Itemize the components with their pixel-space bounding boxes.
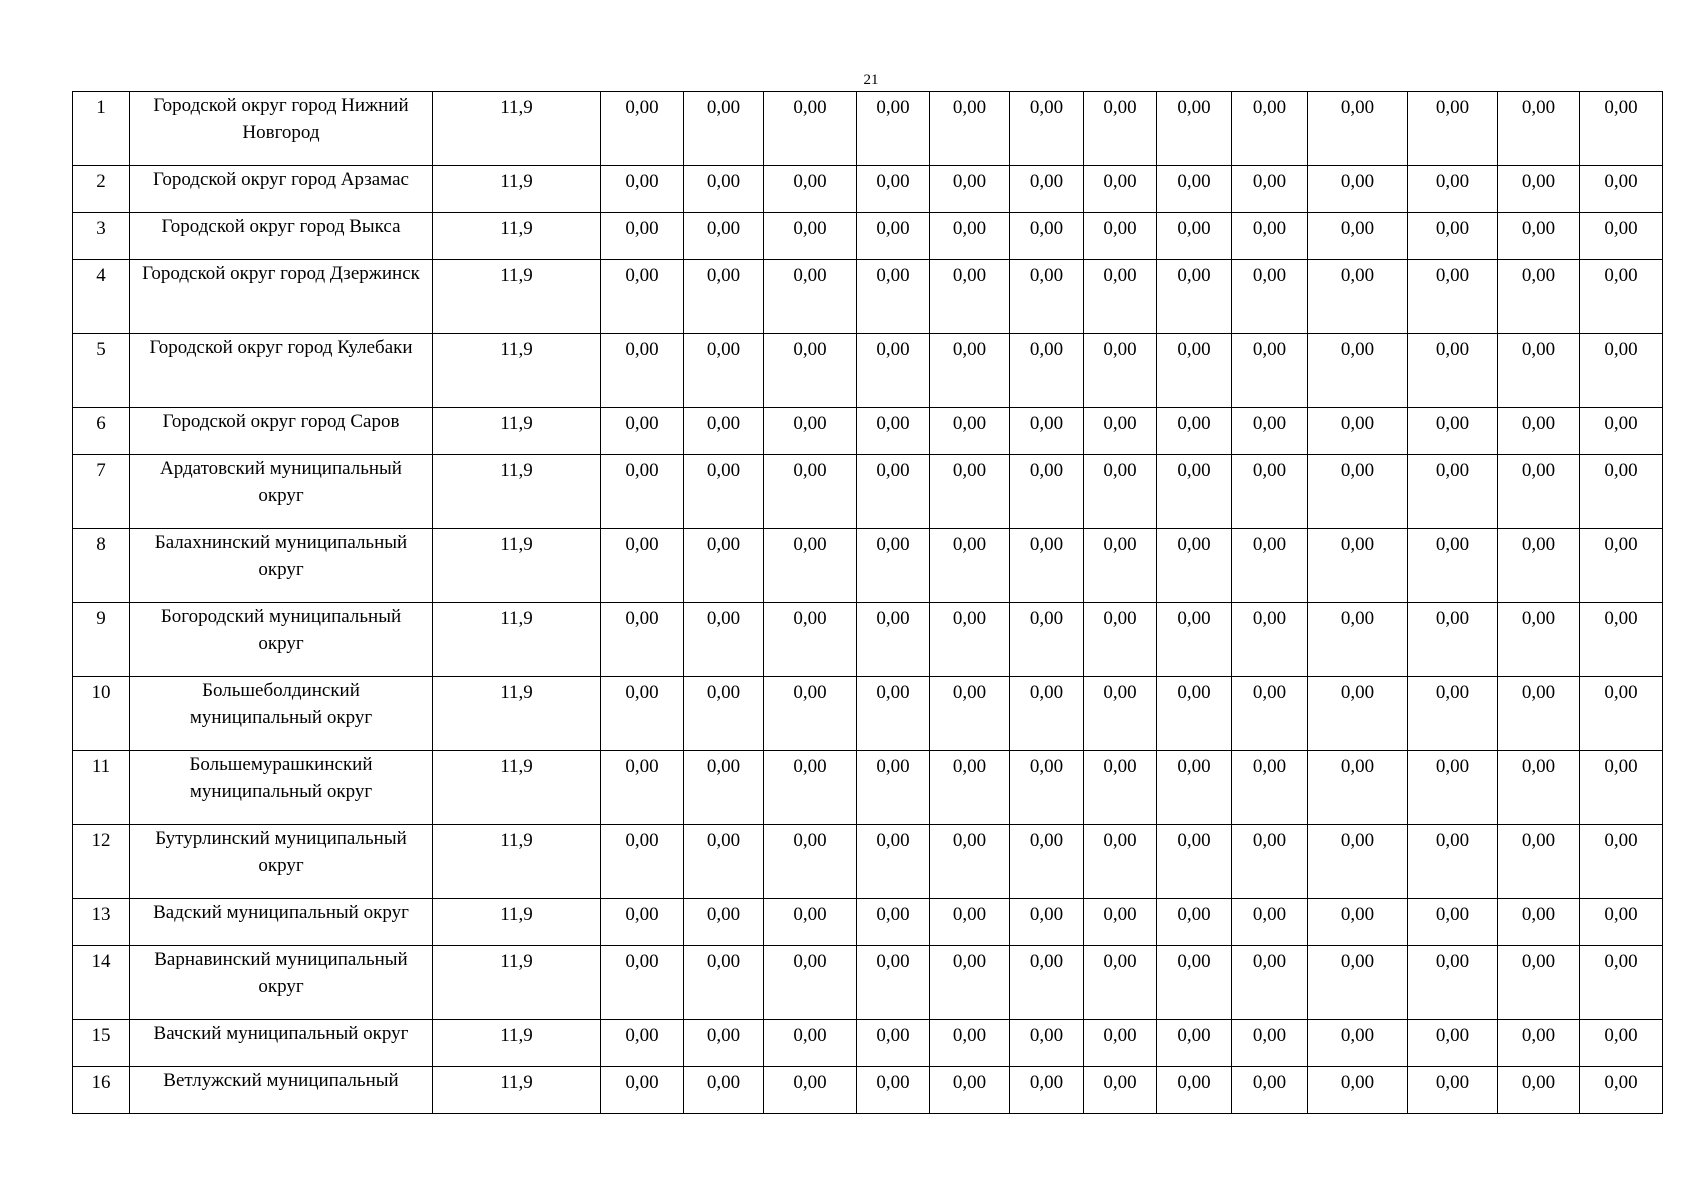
value-cell: 0,00: [930, 529, 1010, 603]
value-cell: 0,00: [764, 529, 857, 603]
value-cell: 0,00: [601, 1020, 684, 1067]
value-cell: 0,00: [1408, 1020, 1498, 1067]
value-cell: 0,00: [1157, 260, 1232, 334]
municipality-name-cell: Варнавинский муниципальный округ: [130, 946, 433, 1020]
value-cell: 0,00: [1084, 946, 1157, 1020]
municipality-name-cell: Городской округ город Дзержинск: [130, 260, 433, 334]
value-cell: 0,00: [1580, 1020, 1663, 1067]
row-number-cell: 13: [73, 899, 130, 946]
value-cell: 0,00: [857, 334, 930, 408]
table-row: [73, 603, 1663, 677]
value-cell: 0,00: [1498, 603, 1580, 677]
value-cell: 0,00: [1498, 677, 1580, 751]
row-number-cell: 3: [73, 213, 130, 260]
rate-cell: 11,9: [433, 408, 601, 455]
value-cell: 0,00: [857, 455, 930, 529]
value-cell: 0,00: [1308, 946, 1408, 1020]
rate-cell: 11,9: [433, 1020, 601, 1067]
rate-cell: 11,9: [433, 603, 601, 677]
value-cell: 0,00: [764, 603, 857, 677]
table-row: [73, 455, 1663, 529]
value-cell: 0,00: [930, 946, 1010, 1020]
value-cell: 0,00: [1498, 1067, 1580, 1114]
value-cell: 0,00: [930, 166, 1010, 213]
row-number-cell: 10: [73, 677, 130, 751]
value-cell: 0,00: [857, 166, 930, 213]
row-number-cell: 9: [73, 603, 130, 677]
value-cell: 0,00: [764, 825, 857, 899]
rate-cell: 11,9: [433, 529, 601, 603]
value-cell: 0,00: [1580, 899, 1663, 946]
value-cell: 0,00: [1580, 166, 1663, 213]
value-cell: 0,00: [857, 603, 930, 677]
value-cell: 0,00: [1157, 751, 1232, 825]
value-cell: 0,00: [1010, 946, 1084, 1020]
value-cell: 0,00: [764, 260, 857, 334]
value-cell: 0,00: [1308, 408, 1408, 455]
value-cell: 0,00: [601, 751, 684, 825]
rate-cell: 11,9: [433, 455, 601, 529]
value-cell: 0,00: [1580, 825, 1663, 899]
value-cell: 0,00: [930, 408, 1010, 455]
value-cell: 0,00: [601, 529, 684, 603]
value-cell: 0,00: [1010, 213, 1084, 260]
value-cell: 0,00: [1010, 1067, 1084, 1114]
value-cell: 0,00: [1498, 92, 1580, 166]
value-cell: 0,00: [930, 213, 1010, 260]
value-cell: 0,00: [1084, 408, 1157, 455]
table-body: [73, 92, 1663, 1114]
value-cell: 0,00: [857, 529, 930, 603]
value-cell: 0,00: [1498, 455, 1580, 529]
page-number: 21: [863, 72, 879, 88]
value-cell: 0,00: [764, 213, 857, 260]
value-cell: 0,00: [1084, 751, 1157, 825]
value-cell: 0,00: [684, 166, 764, 213]
value-cell: 0,00: [601, 825, 684, 899]
value-cell: 0,00: [1157, 1067, 1232, 1114]
value-cell: 0,00: [764, 1067, 857, 1114]
value-cell: 0,00: [1084, 529, 1157, 603]
value-cell: 0,00: [857, 92, 930, 166]
value-cell: 0,00: [1157, 946, 1232, 1020]
rate-cell: 11,9: [433, 825, 601, 899]
value-cell: 0,00: [1308, 677, 1408, 751]
value-cell: 0,00: [684, 1020, 764, 1067]
value-cell: 0,00: [857, 946, 930, 1020]
value-cell: 0,00: [1308, 529, 1408, 603]
value-cell: 0,00: [601, 92, 684, 166]
value-cell: 0,00: [601, 334, 684, 408]
value-cell: 0,00: [930, 825, 1010, 899]
row-number-cell: 14: [73, 946, 130, 1020]
value-cell: 0,00: [1232, 677, 1308, 751]
table-row: [73, 408, 1663, 455]
value-cell: 0,00: [1580, 92, 1663, 166]
value-cell: 0,00: [930, 92, 1010, 166]
value-cell: 0,00: [1232, 166, 1308, 213]
value-cell: 0,00: [1232, 946, 1308, 1020]
value-cell: 0,00: [1084, 213, 1157, 260]
value-cell: 0,00: [1084, 455, 1157, 529]
value-cell: 0,00: [1157, 825, 1232, 899]
municipality-name-cell: Городской округ город Саров: [130, 408, 433, 455]
value-cell: 0,00: [930, 603, 1010, 677]
value-cell: 0,00: [1308, 603, 1408, 677]
value-cell: 0,00: [857, 825, 930, 899]
rate-cell: 11,9: [433, 334, 601, 408]
table-row: [73, 92, 1663, 166]
value-cell: 0,00: [1157, 899, 1232, 946]
value-cell: 0,00: [1084, 677, 1157, 751]
rate-cell: 11,9: [433, 213, 601, 260]
value-cell: 0,00: [601, 260, 684, 334]
table-row: [73, 1067, 1663, 1114]
row-number-cell: 4: [73, 260, 130, 334]
value-cell: 0,00: [601, 166, 684, 213]
value-cell: 0,00: [1308, 455, 1408, 529]
row-number-cell: 8: [73, 529, 130, 603]
value-cell: 0,00: [684, 92, 764, 166]
value-cell: 0,00: [1157, 455, 1232, 529]
value-cell: 0,00: [1408, 166, 1498, 213]
value-cell: 0,00: [1232, 603, 1308, 677]
value-cell: 0,00: [1157, 1020, 1232, 1067]
value-cell: 0,00: [1308, 92, 1408, 166]
rate-cell: 11,9: [433, 260, 601, 334]
value-cell: 0,00: [1232, 1067, 1308, 1114]
row-number-cell: 6: [73, 408, 130, 455]
table-row: [73, 946, 1663, 1020]
value-cell: 0,00: [684, 825, 764, 899]
value-cell: 0,00: [1308, 825, 1408, 899]
value-cell: 0,00: [857, 260, 930, 334]
value-cell: 0,00: [1157, 334, 1232, 408]
value-cell: 0,00: [1010, 166, 1084, 213]
value-cell: 0,00: [764, 899, 857, 946]
table-row: [73, 677, 1663, 751]
value-cell: 0,00: [764, 455, 857, 529]
value-cell: 0,00: [1084, 603, 1157, 677]
value-cell: 0,00: [1084, 334, 1157, 408]
value-cell: 0,00: [1084, 1020, 1157, 1067]
value-cell: 0,00: [764, 166, 857, 213]
value-cell: 0,00: [1084, 825, 1157, 899]
row-number-cell: 11: [73, 751, 130, 825]
value-cell: 0,00: [684, 455, 764, 529]
value-cell: 0,00: [1232, 408, 1308, 455]
municipality-name-cell: Городской округ город Выкса: [130, 213, 433, 260]
value-cell: 0,00: [930, 1067, 1010, 1114]
data-table: [72, 91, 1663, 1114]
value-cell: 0,00: [1308, 1020, 1408, 1067]
value-cell: 0,00: [1232, 334, 1308, 408]
value-cell: 0,00: [1232, 899, 1308, 946]
value-cell: 0,00: [1498, 213, 1580, 260]
value-cell: 0,00: [857, 213, 930, 260]
value-cell: 0,00: [1580, 751, 1663, 825]
value-cell: 0,00: [764, 677, 857, 751]
value-cell: 0,00: [1084, 260, 1157, 334]
value-cell: 0,00: [1157, 213, 1232, 260]
row-number-cell: 1: [73, 92, 130, 166]
row-number-cell: 2: [73, 166, 130, 213]
value-cell: 0,00: [601, 677, 684, 751]
value-cell: 0,00: [1232, 529, 1308, 603]
value-cell: 0,00: [1498, 334, 1580, 408]
value-cell: 0,00: [1408, 825, 1498, 899]
value-cell: 0,00: [684, 677, 764, 751]
value-cell: 0,00: [857, 899, 930, 946]
rate-cell: 11,9: [433, 92, 601, 166]
value-cell: 0,00: [601, 603, 684, 677]
value-cell: 0,00: [684, 213, 764, 260]
value-cell: 0,00: [1010, 1020, 1084, 1067]
value-cell: 0,00: [764, 751, 857, 825]
value-cell: 0,00: [684, 334, 764, 408]
value-cell: 0,00: [857, 677, 930, 751]
value-cell: 0,00: [930, 334, 1010, 408]
value-cell: 0,00: [1498, 166, 1580, 213]
municipality-name-cell: Ардатовский муниципальный округ: [130, 455, 433, 529]
value-cell: 0,00: [684, 603, 764, 677]
value-cell: 0,00: [1010, 899, 1084, 946]
value-cell: 0,00: [857, 1067, 930, 1114]
value-cell: 0,00: [764, 408, 857, 455]
row-number-cell: 12: [73, 825, 130, 899]
table-row: [73, 751, 1663, 825]
value-cell: 0,00: [1498, 529, 1580, 603]
value-cell: 0,00: [1010, 260, 1084, 334]
value-cell: 0,00: [1010, 677, 1084, 751]
municipality-name-cell: Большеболдинский муниципальный округ: [130, 677, 433, 751]
value-cell: 0,00: [1157, 166, 1232, 213]
value-cell: 0,00: [1010, 334, 1084, 408]
value-cell: 0,00: [1010, 529, 1084, 603]
table-row: [73, 260, 1663, 334]
value-cell: 0,00: [764, 946, 857, 1020]
value-cell: 0,00: [930, 751, 1010, 825]
value-cell: 0,00: [601, 213, 684, 260]
table-row: [73, 334, 1663, 408]
row-number-cell: 5: [73, 334, 130, 408]
value-cell: 0,00: [684, 751, 764, 825]
value-cell: 0,00: [1010, 751, 1084, 825]
value-cell: 0,00: [601, 455, 684, 529]
value-cell: 0,00: [1232, 260, 1308, 334]
value-cell: 0,00: [684, 946, 764, 1020]
table-row: [73, 1020, 1663, 1067]
value-cell: 0,00: [1498, 825, 1580, 899]
value-cell: 0,00: [1157, 603, 1232, 677]
municipality-name-cell: Балахнинский муниципальный округ: [130, 529, 433, 603]
value-cell: 0,00: [1580, 946, 1663, 1020]
value-cell: 0,00: [764, 92, 857, 166]
rate-cell: 11,9: [433, 166, 601, 213]
municipality-name-cell: Вадский муниципальный округ: [130, 899, 433, 946]
municipality-name-cell: Большемурашкинский муниципальный округ: [130, 751, 433, 825]
value-cell: 0,00: [1580, 677, 1663, 751]
table-row: [73, 213, 1663, 260]
value-cell: 0,00: [930, 1020, 1010, 1067]
value-cell: 0,00: [1308, 899, 1408, 946]
value-cell: 0,00: [1498, 899, 1580, 946]
value-cell: 0,00: [1084, 166, 1157, 213]
rate-cell: 11,9: [433, 677, 601, 751]
municipality-name-cell: Городской округ город Нижний Новгород: [130, 92, 433, 166]
value-cell: 0,00: [930, 455, 1010, 529]
value-cell: 0,00: [1408, 334, 1498, 408]
value-cell: 0,00: [764, 1020, 857, 1067]
value-cell: 0,00: [1498, 260, 1580, 334]
value-cell: 0,00: [1308, 260, 1408, 334]
value-cell: 0,00: [930, 899, 1010, 946]
value-cell: 0,00: [1408, 260, 1498, 334]
value-cell: 0,00: [764, 334, 857, 408]
value-cell: 0,00: [1408, 751, 1498, 825]
municipality-name-cell: Ветлужский муниципальный: [130, 1067, 433, 1114]
row-number-cell: 16: [73, 1067, 130, 1114]
value-cell: 0,00: [1580, 408, 1663, 455]
municipality-name-cell: Городской округ город Арзамас: [130, 166, 433, 213]
value-cell: 0,00: [1580, 1067, 1663, 1114]
value-cell: 0,00: [684, 260, 764, 334]
value-cell: 0,00: [1580, 603, 1663, 677]
value-cell: 0,00: [1408, 529, 1498, 603]
value-cell: 0,00: [1580, 213, 1663, 260]
value-cell: 0,00: [1157, 677, 1232, 751]
municipality-name-cell: Бутурлинский муниципальный округ: [130, 825, 433, 899]
value-cell: 0,00: [1010, 825, 1084, 899]
value-cell: 0,00: [1232, 825, 1308, 899]
value-cell: 0,00: [1157, 92, 1232, 166]
table-row: [73, 166, 1663, 213]
value-cell: 0,00: [1408, 946, 1498, 1020]
value-cell: 0,00: [1232, 751, 1308, 825]
value-cell: 0,00: [1308, 334, 1408, 408]
value-cell: 0,00: [601, 899, 684, 946]
value-cell: 0,00: [1580, 260, 1663, 334]
value-cell: 0,00: [1408, 1067, 1498, 1114]
value-cell: 0,00: [1084, 899, 1157, 946]
value-cell: 0,00: [857, 408, 930, 455]
value-cell: 0,00: [1308, 213, 1408, 260]
value-cell: 0,00: [684, 1067, 764, 1114]
value-cell: 0,00: [1232, 455, 1308, 529]
table-row: [73, 899, 1663, 946]
value-cell: 0,00: [1232, 92, 1308, 166]
value-cell: 0,00: [1408, 92, 1498, 166]
value-cell: 0,00: [1580, 334, 1663, 408]
value-cell: 0,00: [601, 1067, 684, 1114]
value-cell: 0,00: [857, 1020, 930, 1067]
value-cell: 0,00: [1084, 1067, 1157, 1114]
value-cell: 0,00: [857, 751, 930, 825]
value-cell: 0,00: [601, 946, 684, 1020]
value-cell: 0,00: [1010, 92, 1084, 166]
value-cell: 0,00: [1010, 603, 1084, 677]
row-number-cell: 7: [73, 455, 130, 529]
value-cell: 0,00: [1408, 408, 1498, 455]
rate-cell: 11,9: [433, 751, 601, 825]
table-row: [73, 825, 1663, 899]
value-cell: 0,00: [1498, 751, 1580, 825]
table-row: [73, 529, 1663, 603]
municipality-name-cell: Городской округ город Кулебаки: [130, 334, 433, 408]
rate-cell: 11,9: [433, 899, 601, 946]
municipality-name-cell: Богородский муниципальный округ: [130, 603, 433, 677]
value-cell: 0,00: [930, 677, 1010, 751]
value-cell: 0,00: [1580, 529, 1663, 603]
value-cell: 0,00: [1498, 946, 1580, 1020]
value-cell: 0,00: [1408, 455, 1498, 529]
value-cell: 0,00: [1232, 1020, 1308, 1067]
value-cell: 0,00: [684, 408, 764, 455]
value-cell: 0,00: [1408, 677, 1498, 751]
value-cell: 0,00: [1308, 751, 1408, 825]
value-cell: 0,00: [601, 408, 684, 455]
municipality-name-cell: Вачский муниципальный округ: [130, 1020, 433, 1067]
value-cell: 0,00: [1308, 166, 1408, 213]
value-cell: 0,00: [1580, 455, 1663, 529]
value-cell: 0,00: [1408, 899, 1498, 946]
value-cell: 0,00: [1308, 1067, 1408, 1114]
value-cell: 0,00: [1157, 408, 1232, 455]
value-cell: 0,00: [930, 260, 1010, 334]
value-cell: 0,00: [1498, 408, 1580, 455]
rate-cell: 11,9: [433, 1067, 601, 1114]
value-cell: 0,00: [1084, 92, 1157, 166]
value-cell: 0,00: [684, 529, 764, 603]
value-cell: 0,00: [1408, 603, 1498, 677]
rate-cell: 11,9: [433, 946, 601, 1020]
row-number-cell: 15: [73, 1020, 130, 1067]
value-cell: 0,00: [1232, 213, 1308, 260]
value-cell: 0,00: [1408, 213, 1498, 260]
value-cell: 0,00: [684, 899, 764, 946]
value-cell: 0,00: [1157, 529, 1232, 603]
value-cell: 0,00: [1498, 1020, 1580, 1067]
value-cell: 0,00: [1010, 408, 1084, 455]
value-cell: 0,00: [1010, 455, 1084, 529]
